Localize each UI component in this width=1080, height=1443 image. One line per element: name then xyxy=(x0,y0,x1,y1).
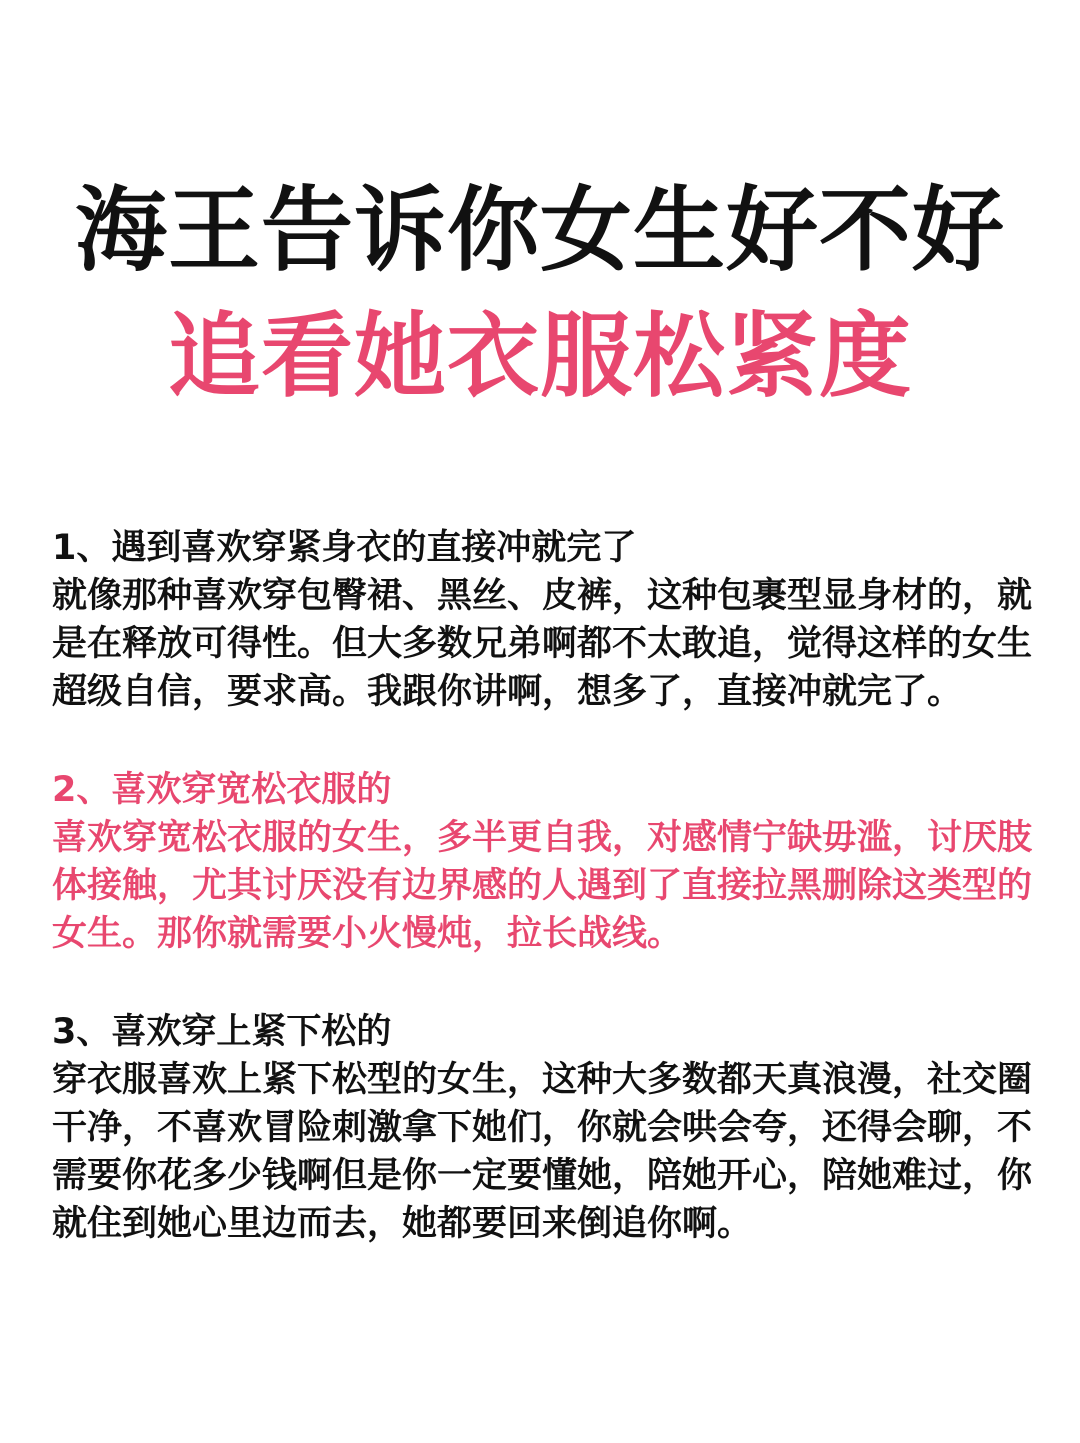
title-block xyxy=(0,168,1080,420)
content xyxy=(52,524,1042,1298)
section-heading: 3、喜欢穿上紧下松的 xyxy=(52,1012,392,1052)
section-body: 喜欢穿宽松衣服的女生，多半更自我，对感情宁缺毋滥，讨厌肢体接触，尤其讨厌没有边界感的人遇到了直接拉黑删除这类型的女生。那你就需要小火慢炖，拉长战线。 xyxy=(52,818,1033,954)
section-body: 穿衣服喜欢上紧下松型的女生，这种大多数都天真浪漫，社交圈干净，不喜欢冒险刺激拿下她们，你就会哄会夸，还得会聊，不需要你花多少钱啊但是你一定要懂她，陪她开心，陪她难过，你就住到她心里边而去，她都要回来倒追你啊。 xyxy=(52,1060,1033,1244)
section-2 xyxy=(52,766,1042,958)
section-3 xyxy=(52,1008,1042,1248)
section-heading: 2、喜欢穿宽松衣服的 xyxy=(52,770,392,810)
section-1 xyxy=(52,524,1042,716)
title-line-1: 海王告诉你女生好不好 xyxy=(74,177,1005,284)
section-heading: 1、遇到喜欢穿紧身衣的直接冲就完了 xyxy=(52,528,637,568)
title-line-2: 追看她衣服松紧度 xyxy=(167,303,912,410)
section-body: 就像那种喜欢穿包臀裙、黑丝、皮裤，这种包裹型显身材的，就是在释放可得性。但大多数兄弟啊都不太敢追，觉得这样的女生超级自信，要求高。我跟你讲啊，想多了，直接冲就完了。 xyxy=(52,576,1033,712)
